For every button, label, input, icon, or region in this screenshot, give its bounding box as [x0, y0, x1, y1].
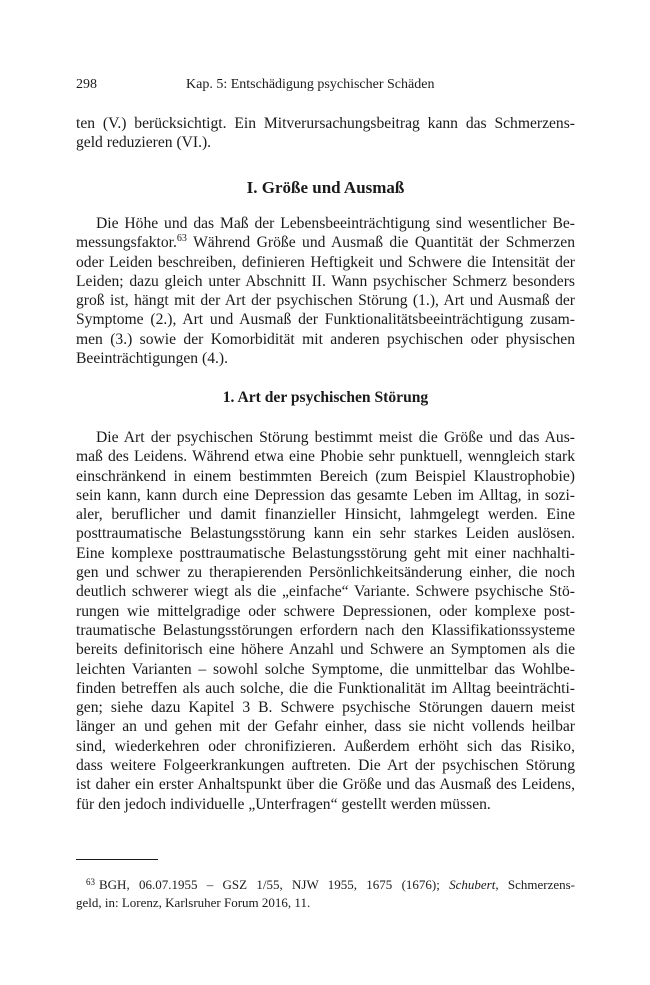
footnote: [76, 876, 575, 912]
text-line: gen; siehe dazu Kapitel 3 B. Schwere psychische Störungen dauern meist: [76, 699, 575, 717]
text-line: groß ist, hängt mit der Art der psychischen Störung (1.), Art und Ausmaß der: [76, 292, 575, 310]
footnote-divider: [76, 859, 158, 860]
footnote-number: 63: [86, 877, 95, 887]
text-line: Eine komplexe posttraumatische Belastungsstörung geht mit einer nachhalti-: [76, 544, 575, 562]
text-line: geld reduzieren (VI.).: [76, 134, 212, 152]
intro-paragraph: [76, 114, 575, 153]
text-segment: BGH, 06.07.1955 – GSZ 1/55, NJW 1955, 1675 (1676);: [99, 877, 450, 892]
text-line: men (3.) sowie der Komorbidität mit anderen psychischen oder physischen: [76, 330, 575, 348]
text-line: bereits definitorisch eine höhere Anzahl und Schwere an Symptomen als die: [76, 641, 575, 659]
text-line: ist daher ein erster Anhaltspunkt über die Größe und das Ausmaß des Leidens,: [76, 776, 575, 794]
section-1-paragraph: [76, 214, 575, 368]
text-line: maß des Leidens. Während etwa eine Phobie sehr punktuell, wenngleich stark: [76, 448, 575, 466]
text-line: länger an und gehen mit der Gefahr einher, dass sie nicht vollends heilbar: [76, 718, 575, 736]
text-line: dass weitere Folgeerkrankungen auftreten. Die Art der psychischen Störung: [76, 757, 575, 775]
text-line: Leiden; dazu gleich unter Abschnitt II. Wann psychischer Schmerz besonders: [76, 272, 575, 290]
subsection-1-paragraph: [76, 428, 575, 814]
section-heading: I. Größe und Ausmaß: [246, 178, 405, 197]
text-line: rungen wie mittelgradige oder schwere Depressionen, oder komplexe post-: [76, 602, 575, 620]
text-line: einschränkend in einem bestimmten Bereich (zum Beispiel Klaustrophobie): [76, 467, 575, 485]
text-line: sein kann, kann durch eine Depression das gesamte Leben im Alltag, in sozi-: [76, 486, 575, 504]
text-line: oder Leiden beschreiben, definieren Heftigkeit und Schwere die Intensität der: [76, 253, 575, 271]
text-line: aler, beruflicher und damit finanzieller Hinsicht, lahmgelegt werden. Eine: [76, 506, 575, 524]
footnote-reference[interactable]: 63: [176, 233, 187, 245]
text-line: traumatische Belastungsstörungen erfordern nach den Klassifikationssysteme: [76, 621, 575, 639]
text-line: leichten Varianten – sowohl solche Symptome, die unmittelbar das Wohlbe-: [76, 660, 575, 678]
text-line: Die Höhe und das Maß der Lebensbeeinträchtigung sind wesentlicher Be-: [96, 215, 575, 232]
text-line: posttraumatische Belastungsstörung kann ein sehr starkes Leiden auslösen.: [76, 525, 575, 543]
text-line: sind, wiederkehren oder chronifizieren. Außerdem erhöht sich das Risiko,: [76, 737, 575, 755]
text-segment: , Schmerzens-: [495, 877, 576, 892]
text-segment: Während Größe und Ausmaß die Quantität der Schmerzen: [186, 234, 575, 252]
text-line: Symptome (2.), Art und Ausmaß der Funktionalitätsbeeinträchtigung zusam-: [76, 311, 575, 329]
text-line: deutlich schwerer wiegt als die „einfache“ Variante. Schwere psychische Stö-: [76, 583, 575, 601]
subsection-heading: 1. Art der psychischen Störung: [222, 389, 429, 406]
author-name: Schubert: [449, 877, 496, 892]
text-line: gen und schwer zu therapierenden Persönlichkeitsänderung einher, die noch: [76, 564, 575, 582]
text-line: finden betreffen als auch solche, die die Funktionalität im Alltag beeinträchti-: [76, 679, 575, 697]
text-segment: messungsfaktor.: [76, 234, 177, 252]
footnote-line: geld, in: Lorenz, Karlsruher Forum 2016, 11.: [76, 895, 311, 910]
text-line: [76, 233, 575, 252]
running-title: Kap. 5: Entschädigung psychischer Schäden: [186, 77, 435, 92]
text-line: Beeinträchtigungen (4.).: [76, 350, 228, 368]
text-line: ten (V.) berücksichtigt. Ein Mitverursachungsbeitrag kann das Schmerzens-: [76, 115, 575, 132]
footnote-line: [76, 876, 575, 894]
page-number: 298: [76, 77, 97, 92]
text-line: Die Art der psychischen Störung bestimmt meist die Größe und das Aus-: [96, 429, 575, 446]
text-line: für den jedoch individuelle „Unterfragen“ gestellt werden müssen.: [76, 795, 491, 813]
